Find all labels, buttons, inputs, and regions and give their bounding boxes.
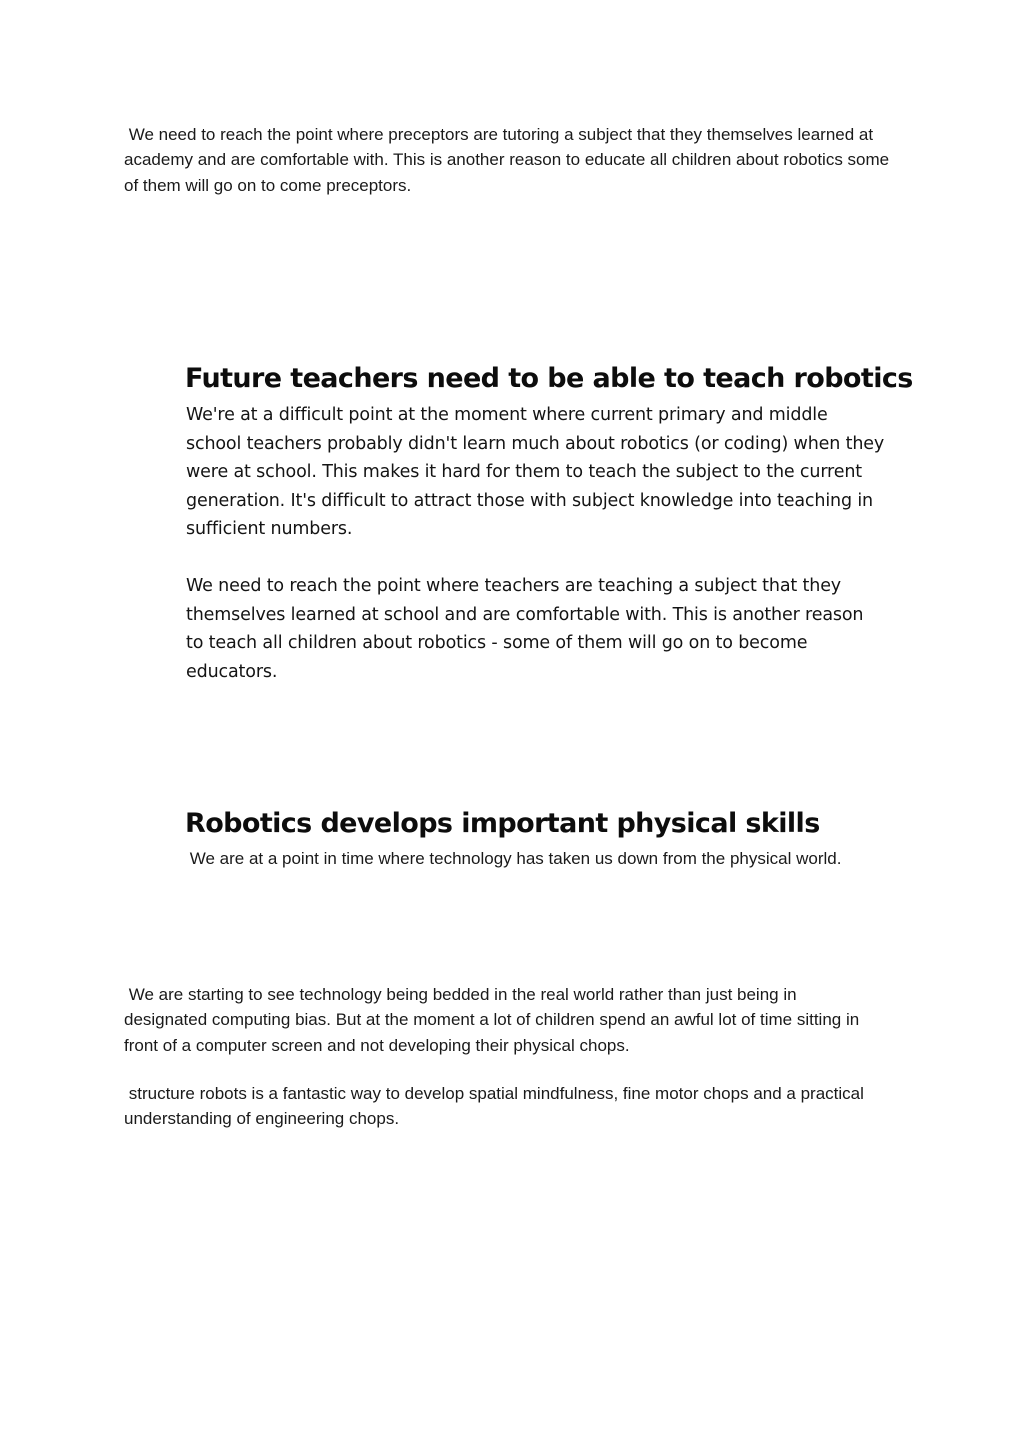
physical-skills-paragraph: We are at a point in time where technology has taken us down from the physical world. — [185, 849, 842, 868]
section-heading-future-teachers: Future teachers need to be able to teach robotics — [185, 363, 913, 394]
section-heading-physical-skills: Robotics develops important physical skills — [185, 808, 820, 839]
future-teachers-paragraph-1: We're at a difficult point at the moment where current primary and middle school teachers probably didn't learn much about robotics (or coding) when they were at school. This makes it hard for them to teach the subject to the current generation. It's difficult to attract those with subject knowledge into teaching in sufficient numbers. — [186, 405, 890, 540]
intro-paragraph: We need to reach the point where preceptors are tutoring a subject that they themselves learned at academy and are comfortable with. This is another reason to educate all children about robotics some of them will go on to come preceptors. — [124, 125, 894, 195]
closing-paragraph-1: We are starting to see technology being bedded in the real world rather than just being in designated computing bias. But at the moment a lot of children spend an awful lot of time sitting in front of a computer screen and not developing their physical chops. — [124, 985, 864, 1055]
closing-paragraph-2: structure robots is a fantastic way to develop spatial mindfulness, fine motor chops and a practical understanding of engineering chops. — [124, 1084, 869, 1129]
future-teachers-paragraph-2: We need to reach the point where teachers are teaching a subject that they themselves learned at school and are comfortable with. This is another reason to teach all children about robotics - some of them will go on to become educators. — [186, 576, 869, 682]
